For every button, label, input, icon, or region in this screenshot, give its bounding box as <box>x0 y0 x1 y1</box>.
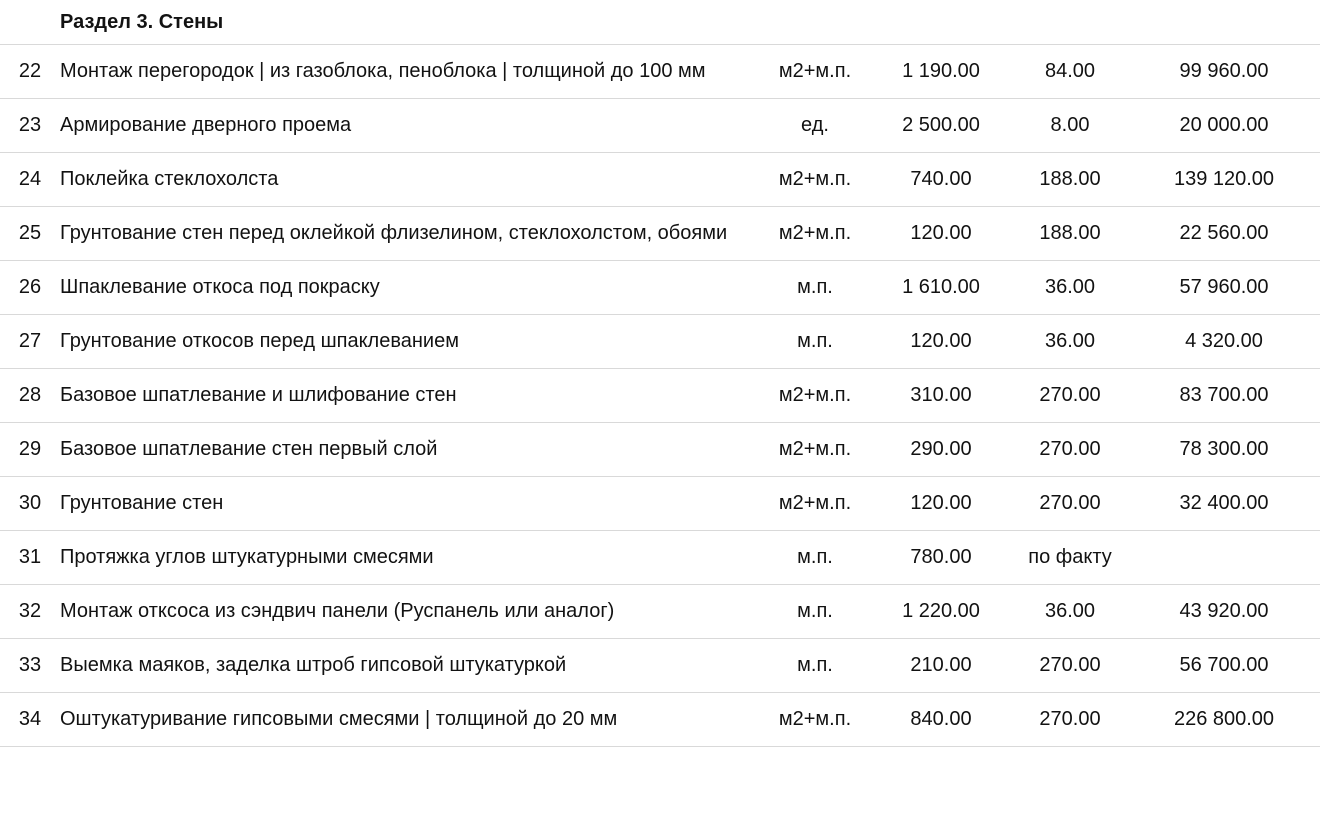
row-price: 210.00 <box>870 639 1012 693</box>
row-price: 120.00 <box>870 207 1012 261</box>
row-description: Протяжка углов штукатурными смесями <box>60 531 760 585</box>
row-quantity: 36.00 <box>1012 315 1128 369</box>
row-price: 840.00 <box>870 693 1012 747</box>
row-price: 1 220.00 <box>870 585 1012 639</box>
row-number: 29 <box>0 423 60 477</box>
row-unit: м2+м.п. <box>760 153 870 207</box>
row-unit: ед. <box>760 99 870 153</box>
row-total: 4 320.00 <box>1128 315 1320 369</box>
table-row <box>0 369 1320 423</box>
row-description: Грунтование откосов перед шпаклеванием <box>60 315 760 369</box>
row-total: 56 700.00 <box>1128 639 1320 693</box>
row-price: 2 500.00 <box>870 99 1012 153</box>
table-row <box>0 45 1320 99</box>
section-header-row <box>0 0 1320 45</box>
row-number: 30 <box>0 477 60 531</box>
row-quantity: 188.00 <box>1012 153 1128 207</box>
row-number: 31 <box>0 531 60 585</box>
table-row <box>0 693 1320 747</box>
row-total: 139 120.00 <box>1128 153 1320 207</box>
row-total: 43 920.00 <box>1128 585 1320 639</box>
row-number: 28 <box>0 369 60 423</box>
table-row <box>0 423 1320 477</box>
row-price: 120.00 <box>870 315 1012 369</box>
table-row <box>0 531 1320 585</box>
row-total: 20 000.00 <box>1128 99 1320 153</box>
row-description: Монтаж перегородок | из газоблока, пеноблока | толщиной до 100 мм <box>60 45 760 99</box>
row-unit: м.п. <box>760 531 870 585</box>
row-description: Монтаж отксоса из сэндвич панели (Руспанель или аналог) <box>60 585 760 639</box>
row-unit: м2+м.п. <box>760 477 870 531</box>
row-unit: м2+м.п. <box>760 207 870 261</box>
row-quantity: 270.00 <box>1012 639 1128 693</box>
row-price: 1 610.00 <box>870 261 1012 315</box>
row-total: 22 560.00 <box>1128 207 1320 261</box>
row-total: 83 700.00 <box>1128 369 1320 423</box>
table-row <box>0 261 1320 315</box>
row-number: 26 <box>0 261 60 315</box>
section-row-number-cell <box>0 0 60 45</box>
row-quantity: 84.00 <box>1012 45 1128 99</box>
row-description: Оштукатуривание гипсовыми смесями | толщиной до 20 мм <box>60 693 760 747</box>
row-description: Грунтование стен перед оклейкой флизелином, стеклохолстом, обоями <box>60 207 760 261</box>
table-row <box>0 153 1320 207</box>
row-unit: м2+м.п. <box>760 423 870 477</box>
row-quantity: 36.00 <box>1012 261 1128 315</box>
row-unit: м.п. <box>760 585 870 639</box>
row-unit: м.п. <box>760 315 870 369</box>
row-total: 99 960.00 <box>1128 45 1320 99</box>
row-quantity: 270.00 <box>1012 693 1128 747</box>
row-quantity: 8.00 <box>1012 99 1128 153</box>
row-quantity: 270.00 <box>1012 369 1128 423</box>
table-row <box>0 639 1320 693</box>
row-total: 57 960.00 <box>1128 261 1320 315</box>
row-total: 78 300.00 <box>1128 423 1320 477</box>
table-row <box>0 477 1320 531</box>
row-description: Базовое шпатлевание стен первый слой <box>60 423 760 477</box>
row-description: Базовое шпатлевание и шлифование стен <box>60 369 760 423</box>
row-unit: м.п. <box>760 261 870 315</box>
row-price: 120.00 <box>870 477 1012 531</box>
table-row <box>0 207 1320 261</box>
row-description: Грунтование стен <box>60 477 760 531</box>
row-description: Выемка маяков, заделка штроб гипсовой штукатуркой <box>60 639 760 693</box>
row-price: 740.00 <box>870 153 1012 207</box>
row-number: 24 <box>0 153 60 207</box>
row-number: 34 <box>0 693 60 747</box>
row-price: 310.00 <box>870 369 1012 423</box>
section-title: Раздел 3. Стены <box>60 0 1320 45</box>
row-description: Поклейка стеклохолста <box>60 153 760 207</box>
row-total: 226 800.00 <box>1128 693 1320 747</box>
row-quantity: 270.00 <box>1012 423 1128 477</box>
row-number: 22 <box>0 45 60 99</box>
row-total: 32 400.00 <box>1128 477 1320 531</box>
row-quantity: 36.00 <box>1012 585 1128 639</box>
row-number: 33 <box>0 639 60 693</box>
table-row <box>0 585 1320 639</box>
row-number: 25 <box>0 207 60 261</box>
table-row <box>0 99 1320 153</box>
row-number: 23 <box>0 99 60 153</box>
row-description: Армирование дверного проема <box>60 99 760 153</box>
row-price: 1 190.00 <box>870 45 1012 99</box>
row-total <box>1128 531 1320 585</box>
table-row <box>0 315 1320 369</box>
row-description: Шпаклевание откоса под покраску <box>60 261 760 315</box>
row-unit: м2+м.п. <box>760 45 870 99</box>
row-number: 32 <box>0 585 60 639</box>
row-number: 27 <box>0 315 60 369</box>
row-quantity: 270.00 <box>1012 477 1128 531</box>
row-unit: м.п. <box>760 639 870 693</box>
row-quantity: по факту <box>1012 531 1128 585</box>
row-unit: м2+м.п. <box>760 693 870 747</box>
row-quantity: 188.00 <box>1012 207 1128 261</box>
row-price: 290.00 <box>870 423 1012 477</box>
row-unit: м2+м.п. <box>760 369 870 423</box>
row-price: 780.00 <box>870 531 1012 585</box>
